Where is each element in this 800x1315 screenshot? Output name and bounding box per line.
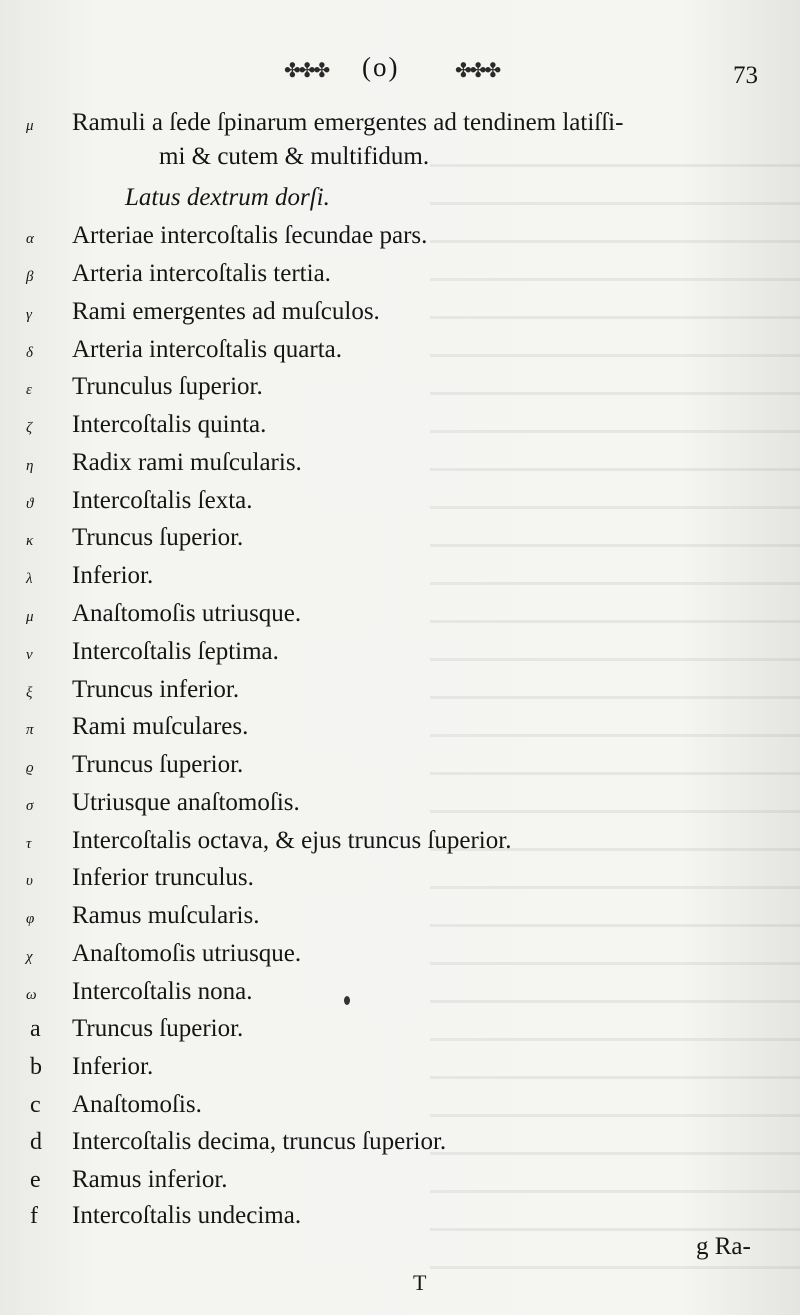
entry — [0, 522, 780, 560]
entry-marker: ζ — [26, 420, 33, 436]
entry-marker: β — [26, 269, 34, 285]
entry-marker: ω — [26, 987, 37, 1003]
entry-marker: λ — [26, 571, 33, 587]
entry-text: Anaſtomoſis. — [72, 1091, 202, 1118]
entry-continuation: mi & cutem & multifidum. — [159, 143, 430, 170]
entry — [0, 1200, 780, 1238]
entry-marker: γ — [26, 307, 32, 323]
entry — [0, 1126, 780, 1164]
entry-text: Intercoſtalis ſeptima. — [72, 638, 279, 665]
entry — [0, 862, 780, 900]
entry-text: Anaſtomoſis utriusque. — [72, 940, 302, 967]
entry-text: Arteria intercoſtalis tertia. — [72, 260, 331, 287]
entry-marker: φ — [26, 911, 35, 927]
entry — [0, 371, 780, 409]
entry — [0, 220, 780, 258]
entry-text: Anaſtomoſis utriusque. — [72, 600, 302, 627]
entry-text: Rami muſculares. — [72, 713, 249, 740]
entry — [0, 598, 780, 636]
entry-text: Truncus inferior. — [72, 676, 240, 703]
entry-text: Intercoſtalis octava, & ejus truncus ſuperior. — [72, 827, 512, 854]
entry-marker: f — [30, 1203, 38, 1229]
entry-marker: ϑ — [26, 496, 34, 512]
entry — [0, 409, 780, 447]
entry — [0, 1089, 780, 1127]
entry — [0, 636, 780, 674]
entry — [0, 674, 780, 712]
entry — [0, 749, 780, 787]
entry — [0, 825, 780, 863]
entry — [0, 334, 780, 372]
entry — [0, 787, 780, 825]
entry-text: Utriusque anaſtomoſis. — [72, 789, 300, 816]
entry-text: Intercoſtalis ſexta. — [72, 487, 253, 514]
right-ornament: ✤✤✤ — [455, 60, 500, 82]
entry — [0, 485, 780, 523]
entry — [0, 1164, 780, 1202]
entry-text: Truncus ſuperior. — [72, 751, 244, 778]
entry — [0, 938, 780, 976]
entry-text: Inferior trunculus. — [72, 864, 254, 891]
entry-marker: κ — [26, 533, 34, 549]
entry-marker: ξ — [26, 685, 33, 701]
entry-text: Arteriae intercoſtalis ſecundae pars. — [72, 222, 428, 249]
section-subheading: Latus dextrum dorſi. — [125, 184, 330, 211]
gathering-signature: T — [413, 1270, 427, 1295]
entry — [0, 258, 780, 296]
catchword: g Ra- — [696, 1233, 751, 1260]
entry-marker: μ — [26, 609, 34, 625]
entry-text: Rami emergentes ad muſculos. — [72, 298, 380, 325]
entry-marker: σ — [26, 798, 34, 814]
intro-entry — [0, 107, 780, 145]
entry-text: Ramus muſcularis. — [72, 902, 260, 929]
entry-text: Intercoſtalis nona. — [72, 978, 253, 1005]
entry-marker: e — [30, 1167, 41, 1193]
entry — [0, 1051, 780, 1089]
entry-marker: ϱ — [26, 760, 34, 776]
entry-text: Truncus ſuperior. — [72, 524, 244, 551]
page-number: 73 — [733, 62, 758, 89]
entry-marker: ε — [26, 382, 32, 398]
header-signature-mark: (o) — [362, 52, 400, 82]
entry-text: Intercoſtalis decima, truncus ſuperior. — [72, 1128, 447, 1155]
entry-text: Ramus inferior. — [72, 1166, 228, 1193]
entry-marker: υ — [26, 873, 33, 889]
entry-text: Radix rami muſcularis. — [72, 449, 302, 476]
entry-text: Trunculus ſuperior. — [72, 373, 263, 400]
entry-marker: b — [30, 1054, 42, 1080]
entry-text: Inferior. — [72, 562, 154, 589]
entry-marker: π — [26, 722, 34, 738]
entry-text: Truncus ſuperior. — [72, 1015, 244, 1042]
entry — [0, 976, 780, 1014]
entry-marker: η — [26, 458, 34, 474]
entry-marker: α — [26, 231, 34, 247]
entry-text: Arteria intercoſtalis quarta. — [72, 336, 343, 363]
entry-text: Ramuli a ſede ſpinarum emergentes ad tendinem latiſſi- — [72, 109, 624, 136]
entry-marker: τ — [26, 836, 32, 852]
entry — [0, 900, 780, 938]
entry-marker: ν — [26, 647, 33, 663]
entry-marker: c — [30, 1092, 41, 1118]
entry-text: Intercoſtalis quinta. — [72, 411, 267, 438]
entry — [0, 1013, 780, 1051]
entry-marker: μ — [26, 118, 34, 134]
entry — [0, 296, 780, 334]
entry — [0, 447, 780, 485]
ink-speck — [344, 996, 350, 1005]
entry-marker: δ — [26, 345, 33, 361]
entry — [0, 711, 780, 749]
entry-marker: a — [30, 1016, 41, 1042]
entry-marker: χ — [26, 949, 33, 965]
left-ornament: ✤✤✤ — [284, 60, 329, 82]
entry — [0, 560, 780, 598]
entry-text: Inferior. — [72, 1053, 154, 1080]
entry-text: Intercoſtalis undecima. — [72, 1202, 302, 1229]
entry-marker: d — [30, 1129, 42, 1155]
